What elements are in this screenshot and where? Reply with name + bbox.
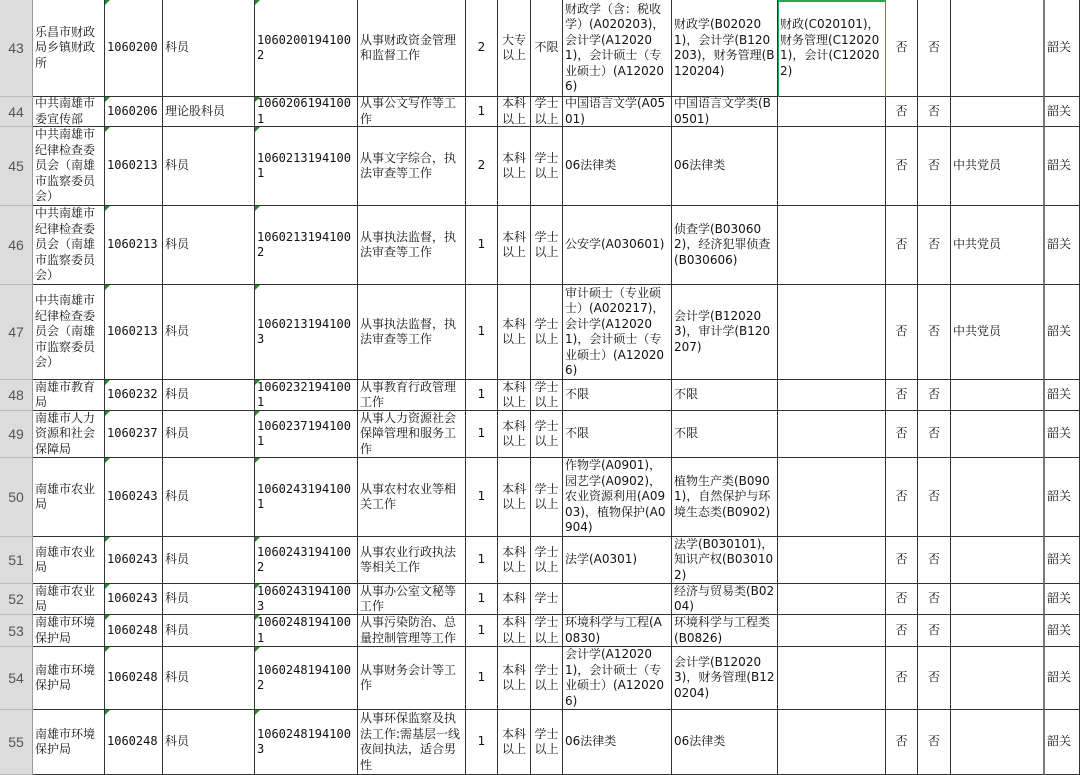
cell-major-bachelor[interactable]: 法学(B030101)，知识产权(B030102) [672, 537, 778, 584]
cell-flag1[interactable]: 否 [886, 411, 918, 458]
cell-count[interactable]: 1 [466, 584, 498, 615]
cell-unit-code[interactable]: 1060213 [105, 206, 163, 285]
cell-major-bachelor[interactable]: 植物生产类(B0901)，自然保护与环境生态类(B0902) [672, 458, 778, 537]
cell-position[interactable]: 科员 [163, 537, 255, 584]
cell-unit[interactable]: 南雄市农业局 [33, 537, 105, 584]
row-header[interactable]: 46 [0, 206, 33, 285]
cell-unit[interactable]: 中共南雄市纪律检查委员会（南雄市监察委员会） [33, 206, 105, 285]
cell-position[interactable]: 科员 [163, 647, 255, 710]
cell-duty[interactable]: 从事环保监察及执法工作:需基层一线夜间执法，适合男性 [358, 710, 466, 775]
cell-flag1[interactable]: 否 [886, 285, 918, 380]
text-number-marker-icon [105, 537, 110, 542]
selected-cell-border [778, 0, 779, 97]
cell-other[interactable]: 中共党员 [951, 285, 1045, 380]
cell-flag1[interactable]: 否 [886, 537, 918, 584]
cell-major-college[interactable]: 财政(C020101)，财务管理(C120201)，会计(C120202) [778, 0, 886, 97]
cell-flag2[interactable]: 否 [918, 647, 951, 710]
row-header[interactable]: 44 [0, 97, 33, 127]
cell-position[interactable]: 理论股科员 [163, 97, 255, 127]
text-number-marker-icon [105, 206, 110, 211]
cell-duty[interactable]: 从事财务会计等工作 [358, 647, 466, 710]
cell-region[interactable]: 韶关 [1045, 647, 1080, 710]
cell-unit[interactable]: 南雄市环境保护局 [33, 710, 105, 775]
cell-other[interactable] [951, 537, 1045, 584]
cell-flag2[interactable]: 否 [918, 380, 951, 411]
cell-flag1[interactable]: 否 [886, 458, 918, 537]
cell-unit[interactable]: 南雄市教育局 [33, 380, 105, 411]
cell-count[interactable]: 1 [466, 615, 498, 647]
cell-position-code[interactable]: 10602481941002 [255, 647, 358, 710]
cell-major-bachelor[interactable]: 不限 [672, 411, 778, 458]
cell-position-code[interactable]: 10602371941001 [255, 411, 358, 458]
cell-flag2[interactable]: 否 [918, 710, 951, 775]
text-number-marker-icon [105, 458, 110, 463]
text-number-marker-icon [105, 411, 110, 416]
text-number-marker-icon [255, 380, 260, 385]
cell-unit-code[interactable]: 1060213 [105, 285, 163, 380]
cell-other[interactable] [951, 710, 1045, 775]
row-header[interactable]: 47 [0, 285, 33, 380]
cell-education[interactable]: 本科以上 [498, 615, 531, 647]
cell-unit-code[interactable]: 1060213 [105, 127, 163, 206]
cell-duty[interactable]: 从事文字综合，执法审查等工作 [358, 127, 466, 206]
cell-unit-code[interactable]: 1060237 [105, 411, 163, 458]
cell-major-master[interactable]: 公安学(A030601) [563, 206, 672, 285]
cell-count[interactable]: 1 [466, 710, 498, 775]
cell-major-master[interactable]: 财政学（含：税收学）(A020203)，会计学(A120201)，会计硕士（专业硕士）(A120206) [563, 0, 672, 97]
text-number-marker-icon [255, 285, 260, 290]
cell-degree[interactable]: 学士以上 [531, 206, 563, 285]
cell-position[interactable]: 科员 [163, 615, 255, 647]
row-header[interactable]: 53 [0, 615, 33, 647]
cell-count[interactable]: 1 [466, 537, 498, 584]
selected-cell-border [885, 0, 886, 97]
text-number-marker-icon [255, 127, 260, 132]
cell-count[interactable]: 2 [466, 0, 498, 97]
cell-region[interactable]: 韶关 [1045, 411, 1080, 458]
cell-unit-code[interactable]: 1060248 [105, 710, 163, 775]
cell-position[interactable]: 科员 [163, 285, 255, 380]
cell-flag2[interactable]: 否 [918, 127, 951, 206]
cell-region[interactable]: 韶关 [1045, 380, 1080, 411]
cell-major-bachelor[interactable]: 06法律类 [672, 127, 778, 206]
cell-other[interactable]: 中共党员 [951, 127, 1045, 206]
cell-major-master[interactable] [563, 584, 672, 615]
cell-unit[interactable]: 中共南雄市纪律检查委员会（南雄市监察委员会） [33, 127, 105, 206]
text-number-marker-icon [105, 97, 110, 102]
cell-major-master[interactable]: 审计硕士（专业硕士）(A020217)，会计学(A120201)，会计硕士（专业硕士）(A120206) [563, 285, 672, 380]
cell-major-college[interactable] [778, 97, 886, 127]
cell-duty[interactable]: 从事执法监督，执法审查等工作 [358, 206, 466, 285]
cell-degree[interactable]: 学士以上 [531, 285, 563, 380]
cell-major-bachelor[interactable]: 环境科学与工程类(B0826) [672, 615, 778, 647]
cell-position-code[interactable]: 10602431941002 [255, 537, 358, 584]
cell-flag1[interactable]: 否 [886, 380, 918, 411]
cell-education[interactable]: 本科以上 [498, 458, 531, 537]
text-number-marker-icon [255, 584, 260, 589]
cell-major-master[interactable]: 不限 [563, 411, 672, 458]
cell-duty[interactable]: 从事公文写作等工作 [358, 97, 466, 127]
cell-major-bachelor[interactable]: 会计学(B120203)，审计学(B120207) [672, 285, 778, 380]
cell-education[interactable]: 本科以上 [498, 647, 531, 710]
cell-major-master[interactable]: 不限 [563, 380, 672, 411]
cell-region[interactable]: 韶关 [1045, 0, 1080, 97]
text-number-marker-icon [105, 285, 110, 290]
cell-duty[interactable]: 从事执法监督，执法审查等工作 [358, 285, 466, 380]
row-header[interactable]: 49 [0, 411, 33, 458]
cell-other[interactable] [951, 584, 1045, 615]
text-number-marker-icon [255, 647, 260, 652]
cell-region[interactable]: 韶关 [1045, 97, 1080, 127]
cell-unit[interactable]: 南雄市人力资源和社会保障局 [33, 411, 105, 458]
row-header[interactable]: 48 [0, 380, 33, 411]
cell-major-bachelor[interactable]: 财政学(B020201)，会计学(B120203)，财务管理(B120204) [672, 0, 778, 97]
cell-position-code[interactable]: 10602321941001 [255, 380, 358, 411]
text-number-marker-icon [105, 615, 110, 620]
cell-major-college[interactable] [778, 380, 886, 411]
cell-position[interactable]: 科员 [163, 710, 255, 775]
cell-unit[interactable]: 中共南雄市纪律检查委员会（南雄市监察委员会） [33, 285, 105, 380]
text-number-marker-icon [105, 647, 110, 652]
cell-major-college[interactable] [778, 411, 886, 458]
cell-major-college[interactable] [778, 710, 886, 775]
cell-position-code[interactable]: 10602131941002 [255, 206, 358, 285]
cell-region[interactable]: 韶关 [1045, 285, 1080, 380]
cell-unit-code[interactable]: 1060243 [105, 584, 163, 615]
cell-major-college[interactable] [778, 127, 886, 206]
cell-flag1[interactable]: 否 [886, 615, 918, 647]
selected-cell-border [778, 0, 886, 2]
cell-major-bachelor[interactable]: 经济与贸易类(B0204) [672, 584, 778, 615]
cell-count[interactable]: 1 [466, 380, 498, 411]
cell-other[interactable] [951, 97, 1045, 127]
cell-major-college[interactable] [778, 285, 886, 380]
cell-major-college[interactable] [778, 584, 886, 615]
cell-flag2[interactable]: 否 [918, 285, 951, 380]
cell-other[interactable] [951, 615, 1045, 647]
cell-flag2[interactable]: 否 [918, 615, 951, 647]
cell-major-college[interactable] [778, 647, 886, 710]
cell-major-bachelor[interactable]: 会计学(B120203)，财务管理(B120204) [672, 647, 778, 710]
cell-count[interactable]: 1 [466, 458, 498, 537]
cell-major-master[interactable]: 06法律类 [563, 127, 672, 206]
cell-flag1[interactable]: 否 [886, 127, 918, 206]
cell-position-code[interactable]: 10602131941001 [255, 127, 358, 206]
cell-duty[interactable]: 从事人力资源社会保障管理和服务工作 [358, 411, 466, 458]
cell-other[interactable] [951, 458, 1045, 537]
text-number-marker-icon [255, 458, 260, 463]
cell-unit[interactable]: 南雄市环境保护局 [33, 615, 105, 647]
cell-education[interactable]: 本科以上 [498, 380, 531, 411]
cell-other[interactable] [951, 411, 1045, 458]
text-number-marker-icon [105, 710, 110, 715]
cell-flag2[interactable]: 否 [918, 0, 951, 97]
cell-education[interactable]: 本科以上 [498, 411, 531, 458]
cell-unit[interactable]: 乐昌市财政局乡镇财政所 [33, 0, 105, 97]
text-number-marker-icon [105, 584, 110, 589]
cell-position-code[interactable]: 10602001941002 [255, 0, 358, 97]
cell-flag1[interactable]: 否 [886, 206, 918, 285]
cell-major-master[interactable]: 会计学(A120201)，会计硕士（专业硕士）(A120206) [563, 647, 672, 710]
row-header[interactable]: 52 [0, 584, 33, 615]
cell-position-code[interactable]: 10602431941003 [255, 584, 358, 615]
cell-degree[interactable]: 学士以上 [531, 710, 563, 775]
cell-major-bachelor[interactable]: 不限 [672, 380, 778, 411]
cell-position[interactable]: 科员 [163, 584, 255, 615]
cell-duty[interactable]: 从事污染防治、总量控制管理等工作 [358, 615, 466, 647]
cell-unit-code[interactable]: 1060206 [105, 97, 163, 127]
cell-education[interactable]: 本科以上 [498, 127, 531, 206]
cell-region[interactable]: 韶关 [1045, 615, 1080, 647]
text-number-marker-icon [255, 710, 260, 715]
cell-count[interactable]: 2 [466, 127, 498, 206]
cell-count[interactable]: 1 [466, 285, 498, 380]
cell-unit[interactable]: 南雄市环境保护局 [33, 647, 105, 710]
cell-flag1[interactable]: 否 [886, 710, 918, 775]
cell-degree[interactable]: 学士以上 [531, 411, 563, 458]
cell-position-code[interactable]: 10602131941003 [255, 285, 358, 380]
cell-major-master[interactable]: 法学(A0301) [563, 537, 672, 584]
cell-unit-code[interactable]: 1060243 [105, 458, 163, 537]
cell-flag1[interactable]: 否 [886, 0, 918, 97]
cell-flag1[interactable]: 否 [886, 647, 918, 710]
cell-degree[interactable]: 学士 [531, 584, 563, 615]
cell-position[interactable]: 科员 [163, 380, 255, 411]
cell-degree[interactable]: 学士以上 [531, 615, 563, 647]
cell-flag2[interactable]: 否 [918, 97, 951, 127]
cell-unit[interactable]: 南雄市农业局 [33, 584, 105, 615]
cell-flag1[interactable]: 否 [886, 97, 918, 127]
cell-unit-code[interactable]: 1060243 [105, 537, 163, 584]
cell-education[interactable]: 本科以上 [498, 537, 531, 584]
cell-other[interactable] [951, 647, 1045, 710]
row-header[interactable]: 54 [0, 647, 33, 710]
cell-other[interactable]: 中共党员 [951, 206, 1045, 285]
cell-position-code[interactable]: 10602431941001 [255, 458, 358, 537]
cell-region[interactable]: 韶关 [1045, 584, 1080, 615]
cell-education[interactable]: 本科 [498, 584, 531, 615]
cell-major-master[interactable]: 环境科学与工程(A0830) [563, 615, 672, 647]
cell-duty[interactable]: 从事农村农业等相关工作 [358, 458, 466, 537]
cell-education[interactable]: 本科以上 [498, 97, 531, 127]
cell-flag2[interactable]: 否 [918, 206, 951, 285]
row-header[interactable]: 45 [0, 127, 33, 206]
cell-flag2[interactable]: 否 [918, 537, 951, 584]
cell-major-college[interactable] [778, 615, 886, 647]
text-number-marker-icon [255, 97, 260, 102]
text-number-marker-icon [255, 0, 260, 5]
cell-duty[interactable]: 从事教育行政管理工作 [358, 380, 466, 411]
cell-duty[interactable]: 从事财政资金管理和监督工作 [358, 0, 466, 97]
cell-major-bachelor[interactable]: 06法律类 [672, 710, 778, 775]
cell-education[interactable]: 本科以上 [498, 206, 531, 285]
text-number-marker-icon [105, 380, 110, 385]
text-number-marker-icon [255, 615, 260, 620]
cell-degree[interactable]: 学士以上 [531, 647, 563, 710]
cell-unit-code[interactable]: 1060200 [105, 0, 163, 97]
cell-flag2[interactable]: 否 [918, 411, 951, 458]
cell-count[interactable]: 1 [466, 647, 498, 710]
cell-education[interactable]: 本科以上 [498, 710, 531, 775]
row-header[interactable]: 43 [0, 0, 33, 97]
cell-count[interactable]: 1 [466, 206, 498, 285]
cell-major-bachelor[interactable]: 中国语言文学类(B0501) [672, 97, 778, 127]
cell-unit[interactable]: 中共南雄市委宣传部 [33, 97, 105, 127]
cell-region[interactable]: 韶关 [1045, 537, 1080, 584]
cell-major-college[interactable] [778, 537, 886, 584]
text-number-marker-icon [255, 411, 260, 416]
cell-position[interactable]: 科员 [163, 0, 255, 97]
cell-education[interactable]: 大专以上 [498, 0, 531, 97]
cell-major-college[interactable] [778, 206, 886, 285]
cell-position-code[interactable]: 10602481941001 [255, 615, 358, 647]
cell-position-code[interactable]: 10602481941003 [255, 710, 358, 775]
cell-count[interactable]: 1 [466, 97, 498, 127]
cell-major-master[interactable]: 中国语言文学(A0501) [563, 97, 672, 127]
text-number-marker-icon [105, 127, 110, 132]
cell-region[interactable]: 韶关 [1045, 458, 1080, 537]
cell-degree[interactable]: 学士以上 [531, 97, 563, 127]
cell-other[interactable] [951, 380, 1045, 411]
cell-other[interactable] [951, 0, 1045, 97]
text-number-marker-icon [255, 206, 260, 211]
cell-position[interactable]: 科员 [163, 206, 255, 285]
row-header[interactable]: 51 [0, 537, 33, 584]
cell-flag2[interactable]: 否 [918, 458, 951, 537]
cell-flag1[interactable]: 否 [886, 584, 918, 615]
cell-flag2[interactable]: 否 [918, 584, 951, 615]
cell-position-code[interactable]: 10602061941001 [255, 97, 358, 127]
cell-region[interactable]: 韶关 [1045, 127, 1080, 206]
cell-position[interactable]: 科员 [163, 411, 255, 458]
cell-duty[interactable]: 从事农业行政执法等相关工作 [358, 537, 466, 584]
cell-degree[interactable]: 学士以上 [531, 458, 563, 537]
cell-position[interactable]: 科员 [163, 458, 255, 537]
cell-count[interactable]: 1 [466, 411, 498, 458]
cell-major-bachelor[interactable]: 侦查学(B030602)，经济犯罪侦查(B030606) [672, 206, 778, 285]
cell-region[interactable]: 韶关 [1045, 206, 1080, 285]
cell-unit[interactable]: 南雄市农业局 [33, 458, 105, 537]
cell-major-college[interactable] [778, 458, 886, 537]
cell-major-master[interactable]: 作物学(A0901)，园艺学(A0902)，农业资源利用(A0903)，植物保护(A0904) [563, 458, 672, 537]
cell-duty[interactable]: 从事办公室文秘等工作 [358, 584, 466, 615]
cell-position[interactable]: 科员 [163, 127, 255, 206]
cell-degree[interactable]: 学士以上 [531, 537, 563, 584]
cell-degree[interactable]: 学士以上 [531, 127, 563, 206]
cell-unit-code[interactable]: 1060248 [105, 647, 163, 710]
cell-unit-code[interactable]: 1060248 [105, 615, 163, 647]
row-header[interactable]: 50 [0, 458, 33, 537]
cell-education[interactable]: 本科以上 [498, 285, 531, 380]
text-number-marker-icon [105, 0, 110, 5]
cell-degree[interactable]: 学士以上 [531, 380, 563, 411]
cell-major-master[interactable]: 06法律类 [563, 710, 672, 775]
cell-degree[interactable]: 不限 [531, 0, 563, 97]
cell-unit-code[interactable]: 1060232 [105, 380, 163, 411]
text-number-marker-icon [255, 537, 260, 542]
row-header[interactable]: 55 [0, 710, 33, 775]
cell-region[interactable]: 韶关 [1045, 710, 1080, 775]
